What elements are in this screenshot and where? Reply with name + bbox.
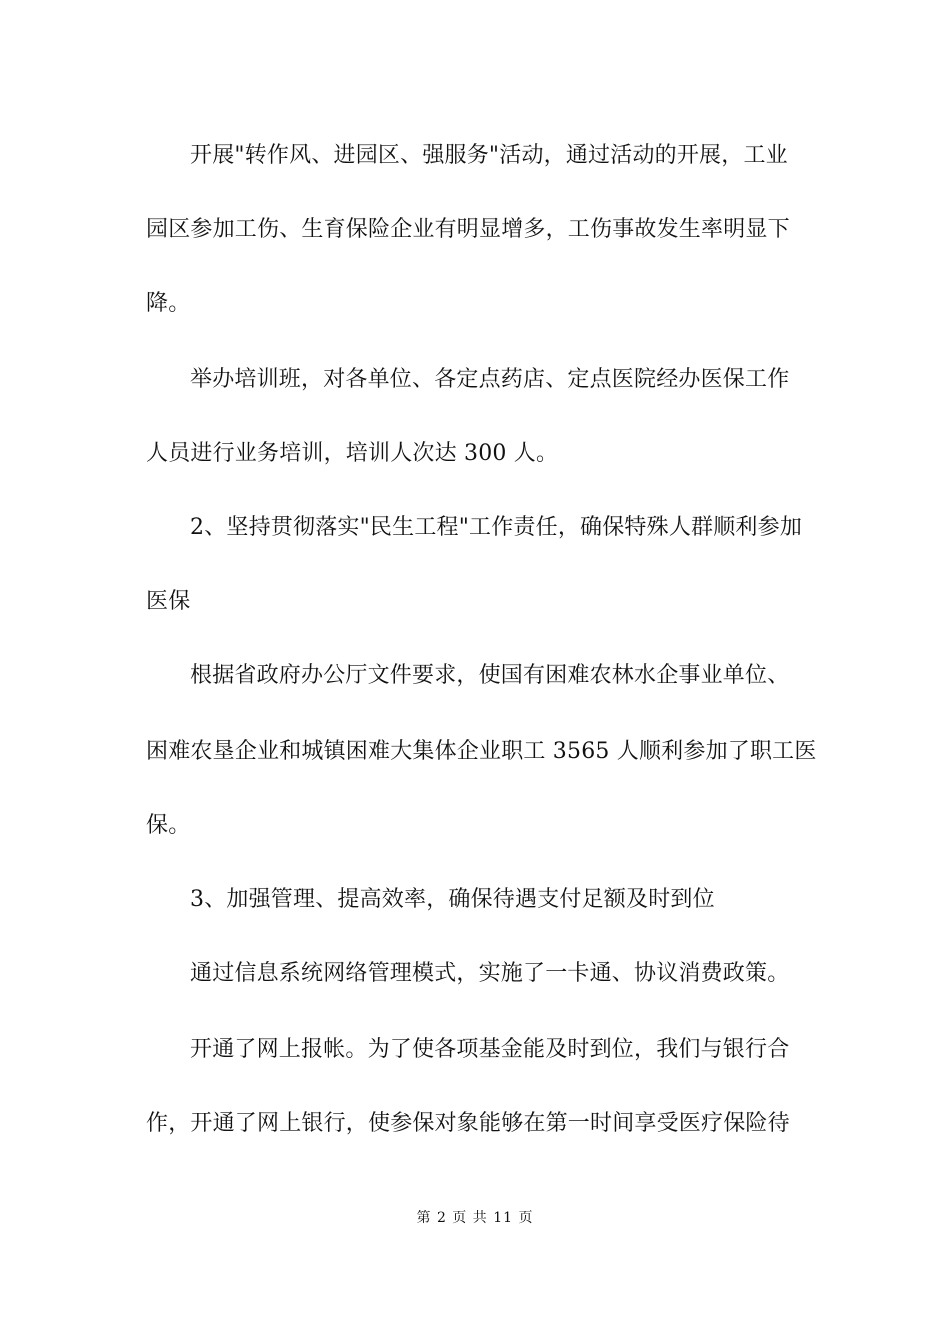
paragraph-line: 人员进行业务培训，培训人次达 300 人。 [146,441,559,466]
paragraph-line: 通过信息系统网络管理模式，实施了一卡通、协议消费政策。 [190,961,790,986]
paragraph-line: 降。 [146,291,191,316]
section-heading-line: 医保 [146,589,191,614]
paragraph-line: 根据省政府办公厅文件要求，使国有困难农林水企事业单位、 [190,663,790,688]
paragraph-line: 作，开通了网上银行，使参保对象能够在第一时间享受医疗保险待 [146,1111,790,1136]
paragraph-line: 举办培训班，对各单位、各定点药店、定点医院经办医保工作 [190,367,790,392]
paragraph-line: 困难农垦企业和城镇困难大集体企业职工 3565 人顺利参加了职工医 [146,739,817,764]
paragraph-line: 开通了网上报帐。为了使各项基金能及时到位，我们与银行合 [190,1037,790,1062]
section-heading-line: 2、坚持贯彻落实"民生工程"工作责任，确保特殊人群顺利参加 [190,515,803,540]
paragraph-line: 保。 [146,813,191,838]
paragraph-line: 园区参加工伤、生育保险企业有明显增多，工伤事故发生率明显下 [146,217,790,242]
section-heading-line: 3、加强管理、提高效率，确保待遇支付足额及时到位 [190,887,715,912]
paragraph-line: 开展"转作风、进园区、强服务"活动，通过活动的开展，工业 [190,143,788,168]
page-number-footer: 第 2 页 共 11 页 [416,1210,534,1226]
